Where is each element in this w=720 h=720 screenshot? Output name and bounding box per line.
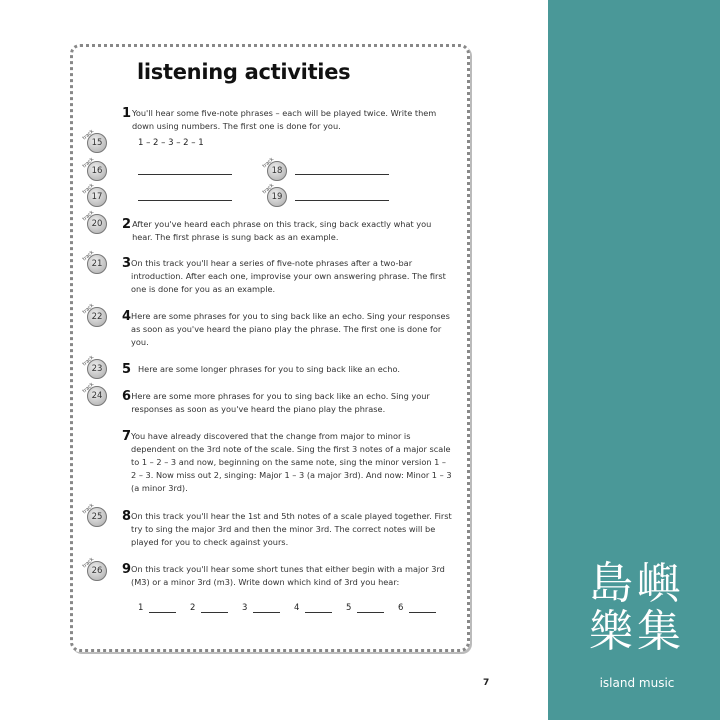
- answer-line-19[interactable]: [295, 200, 389, 201]
- question-number: 7: [122, 429, 132, 444]
- track-label: track: [81, 182, 96, 196]
- question-text: Here are some longer phrases for you to sing back like an echo.: [138, 364, 400, 374]
- question-text: On this track you'll hear a series of five-note phrases after a two-bar introduction. After each one, improvise your own answering phrase. The first one is done for you as an example.: [131, 258, 446, 294]
- track-label: track: [81, 502, 96, 516]
- answer-blank[interactable]: [149, 604, 176, 613]
- answer-slot[interactable]: [346, 603, 384, 613]
- question-number: 8: [122, 509, 132, 524]
- question: [122, 310, 452, 349]
- question-text: You have already discovered that the change from major to minor is dependent on the 3rd note of the scale. Sing the first 3 notes of a major scale to 1 – 2 – 3 and now, beginning on the same note, sing the minor version 1 – 2 – 3. Now miss out 2, singing: Major 1 – 3 (a major 3rd). And now: Minor 1 – 3 (a minor 3rd).: [131, 431, 452, 493]
- track-number: 19: [271, 192, 283, 202]
- track-badge: [81, 209, 107, 234]
- question-number: 6: [122, 389, 132, 404]
- answer-slot[interactable]: [190, 603, 228, 613]
- track-number: 26: [91, 566, 103, 576]
- track-badge: [81, 156, 107, 181]
- answer-line-18[interactable]: [295, 174, 389, 175]
- answer-line-17[interactable]: [138, 200, 232, 201]
- track-number: 23: [91, 364, 103, 374]
- question-number: 9: [122, 562, 132, 577]
- question-number: 5: [122, 362, 132, 377]
- track-label: track: [81, 249, 96, 263]
- track-number: 17: [91, 192, 103, 202]
- question-number: 3: [122, 256, 132, 271]
- track-badge: [81, 128, 107, 153]
- track-label: track: [81, 381, 96, 395]
- track-label: track: [81, 156, 96, 170]
- track-number: 18: [271, 166, 283, 176]
- answer-blank[interactable]: [409, 604, 436, 613]
- answer-number: 5: [346, 603, 352, 613]
- page-number: 7: [483, 678, 490, 688]
- question-text: Here are some phrases for you to sing back like an echo. Sing your responses as soon as you've heard the piano play the phrase. The first one is done for you.: [131, 311, 450, 347]
- question: [122, 563, 452, 589]
- question: [122, 107, 452, 133]
- answer-number: 3: [242, 603, 248, 613]
- logo: 島嶼樂集: [589, 558, 685, 657]
- question-number: 1: [122, 106, 132, 121]
- answer-slot[interactable]: [398, 603, 436, 613]
- question: [122, 510, 452, 549]
- question-number: 2: [122, 217, 132, 232]
- track-label: track: [261, 156, 276, 170]
- example-sequence: 1 – 2 – 3 – 2 – 1: [138, 138, 204, 148]
- question-text: You'll hear some five-note phrases – each will be played twice. Write them down using numbers. The first one is done for you.: [131, 108, 437, 131]
- track-badge: [81, 354, 107, 379]
- question: [122, 218, 452, 244]
- track-label: track: [261, 182, 276, 196]
- track-number: 24: [91, 391, 103, 401]
- track-number: 16: [91, 166, 103, 176]
- answer-blank[interactable]: [357, 604, 384, 613]
- track-number: 25: [91, 512, 103, 522]
- answer-blank[interactable]: [305, 604, 332, 613]
- question-text: On this track you'll hear some short tunes that either begin with a major 3rd (M3) or a minor 3rd (m3). Write down which kind of 3rd you hear:: [131, 564, 445, 587]
- track-badge: [81, 182, 107, 207]
- question-text: Here are some more phrases for you to sing back like an echo. Sing your responses as soon as you've heard the piano play the phrase.: [131, 391, 430, 414]
- track-label: track: [81, 354, 96, 368]
- answer-blank[interactable]: [201, 604, 228, 613]
- track-number: 20: [91, 219, 103, 229]
- track-badge: [261, 182, 287, 207]
- track-number: 15: [91, 138, 103, 148]
- question: [122, 257, 452, 296]
- question-number: 4: [122, 309, 132, 324]
- track-label: track: [81, 302, 96, 316]
- track-label: track: [81, 209, 96, 223]
- page-title: listening activities: [137, 60, 351, 84]
- answer-slot[interactable]: [138, 603, 176, 613]
- answer-line-16[interactable]: [138, 174, 232, 175]
- answer-number: 1: [138, 603, 144, 613]
- track-badge: [261, 156, 287, 181]
- question-text: On this track you'll hear the 1st and 5th notes of a scale played together. First try to sing the major 3rd and then the minor 3rd. The correct notes will be played for you to check against yours.: [131, 511, 452, 547]
- question: [122, 430, 452, 495]
- question: [122, 363, 452, 376]
- answer-slot[interactable]: [294, 603, 332, 613]
- track-badge: [81, 502, 107, 527]
- track-number: 21: [91, 259, 103, 269]
- answer-number: 6: [398, 603, 404, 613]
- track-label: track: [81, 556, 96, 570]
- track-number: 22: [91, 312, 103, 322]
- answer-blank[interactable]: [253, 604, 280, 613]
- track-badge: [81, 302, 107, 327]
- track-label: track: [81, 128, 96, 142]
- track-badge: [81, 249, 107, 274]
- track-badge: [81, 381, 107, 406]
- question-text: After you've heard each phrase on this track, sing back exactly what you hear. The first phrase is sung back as an example.: [132, 219, 432, 242]
- answer-number: 2: [190, 603, 196, 613]
- question: [122, 390, 452, 416]
- answer-slot[interactable]: [242, 603, 280, 613]
- track-badge: [81, 556, 107, 581]
- logo-subtitle: island music: [599, 676, 675, 690]
- answer-number: 4: [294, 603, 300, 613]
